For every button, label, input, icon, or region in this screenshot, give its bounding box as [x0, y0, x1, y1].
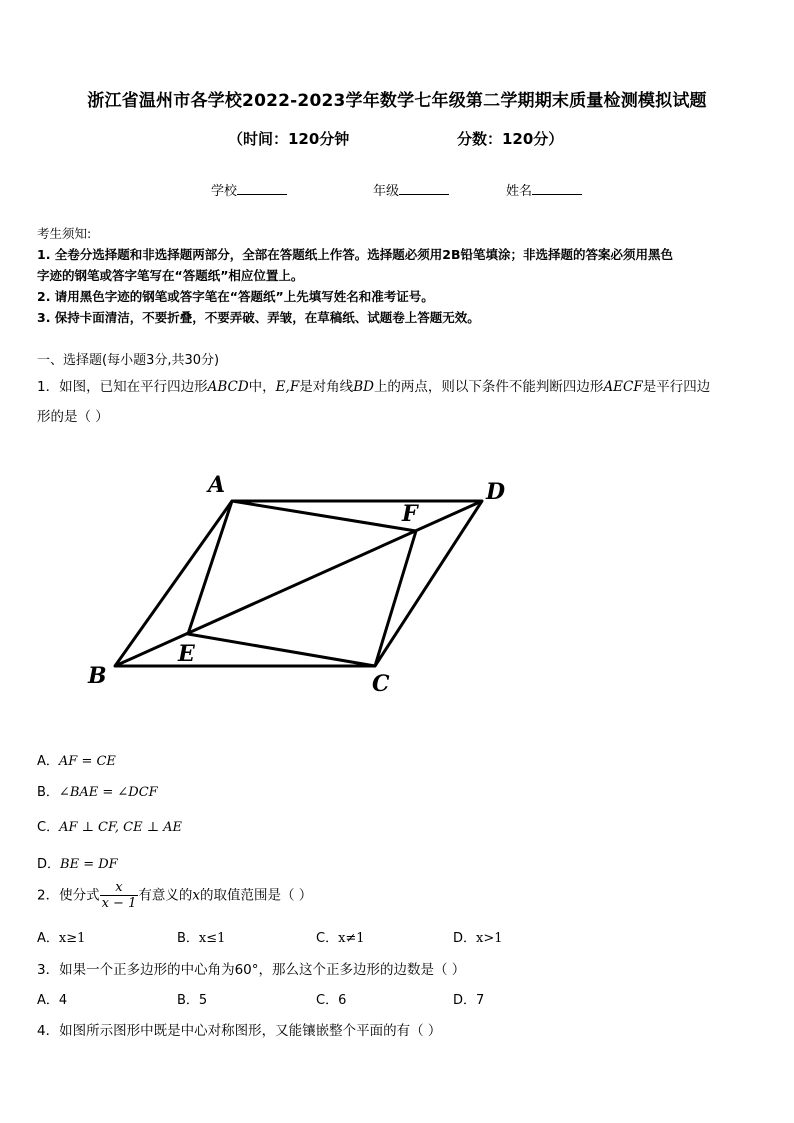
option-text: AF ⊥ CF, CE ⊥ AE	[59, 820, 182, 835]
option-text: x>1	[476, 931, 503, 946]
q2-text: 有意义的	[138, 887, 193, 904]
q1-option-d[interactable]	[37, 853, 118, 872]
notice-heading: 考生须知:	[37, 226, 92, 241]
option-key: B．	[177, 931, 199, 946]
school-blank[interactable]	[237, 181, 287, 195]
option-key: B．	[177, 993, 199, 1008]
option-key: A．	[37, 931, 59, 946]
question-1-line2: 形的是（ ）	[37, 409, 109, 425]
option-key: C．	[37, 820, 60, 835]
q1-text: 中，	[248, 379, 276, 395]
option-key: C．	[316, 931, 339, 946]
q1-option-c[interactable]	[37, 816, 182, 835]
option-text: ∠BAE = ∠DCF	[58, 785, 158, 800]
grade-blank[interactable]	[399, 181, 449, 195]
name-label: 姓名	[506, 184, 533, 199]
q1-text: 是平行四边	[642, 379, 711, 395]
question-1	[37, 375, 710, 395]
q2-option-a[interactable]	[37, 927, 85, 946]
name-blank[interactable]	[532, 181, 582, 195]
q3-option-c[interactable]	[316, 989, 346, 1008]
notice-line: 2. 请用黑色字迹的钢笔或答字笔在“答题纸”上先填写姓名和准考证号。	[37, 289, 434, 304]
school-label: 学校	[211, 184, 238, 199]
q1-math: AECF	[603, 379, 643, 395]
q3-option-b[interactable]	[177, 989, 207, 1008]
q2-option-d[interactable]	[453, 927, 503, 946]
q1-math: ABCD	[207, 379, 249, 395]
label-e: E	[178, 641, 195, 667]
q3-option-a[interactable]	[37, 989, 67, 1008]
fraction	[100, 880, 139, 911]
fraction-denominator: x − 1	[101, 896, 137, 911]
grade-field	[373, 180, 449, 199]
notice-line: 1. 全卷分选择题和非选择题两部分，全部在答题纸上作答。选择题必须用2B铅笔填涂；非选择题的答案必须用黑色	[37, 247, 674, 262]
q1-text: 1．如图，已知在平行四边形	[37, 379, 208, 395]
option-text: x≥1	[58, 931, 86, 946]
school-field	[211, 180, 287, 199]
q1-math: E,F	[275, 379, 300, 395]
q2-math: x	[192, 887, 200, 904]
option-key: A．	[37, 993, 59, 1008]
option-key: D．	[453, 993, 477, 1008]
option-text: x≤1	[198, 931, 226, 946]
notice-line: 3. 保持卡面清洁，不要折叠，不要弄破、弄皱，在草稿纸、试题卷上答题无效。	[37, 310, 480, 325]
question-3: 3．如果一个正多边形的中心角为60°，那么这个正多边形的边数是（ ）	[37, 962, 466, 978]
q1-text: 是对角线	[299, 379, 354, 395]
name-field	[506, 180, 582, 199]
grade-label: 年级	[373, 184, 400, 199]
fraction-numerator: x	[115, 880, 123, 895]
q2-text: 的取值范围是（ ）	[199, 887, 313, 904]
option-text: 7	[476, 993, 485, 1008]
q1-text: 上的两点，则以下条件不能判断四边形	[373, 379, 604, 395]
exam-time: （时间：120分钟	[228, 130, 350, 148]
q1-option-b[interactable]	[37, 781, 158, 800]
label-a: A	[208, 472, 226, 498]
option-key: D．	[453, 931, 477, 946]
label-c: C	[372, 671, 390, 697]
notice-line: 字迹的钢笔或答字笔写在“答题纸”相应位置上。	[37, 268, 304, 283]
parallelogram-figure	[80, 465, 520, 705]
option-text: BE = DF	[60, 857, 118, 872]
option-text: x≠1	[338, 931, 365, 946]
label-d: D	[486, 479, 506, 505]
option-key: D．	[37, 857, 61, 872]
question-4: 4．如图所示图形中既是中心对称图形，又能镶嵌整个平面的有（ ）	[37, 1023, 442, 1039]
q1-math: BD	[353, 379, 374, 395]
exam-score: 分数：120分）	[457, 130, 564, 148]
q2-option-c[interactable]	[316, 927, 365, 946]
option-key: C．	[316, 993, 339, 1008]
option-text: 4	[58, 993, 68, 1008]
q2-option-b[interactable]	[177, 927, 225, 946]
q3-option-d[interactable]	[453, 989, 484, 1008]
option-key: B．	[37, 785, 59, 800]
question-2	[37, 880, 312, 911]
option-key: A．	[37, 754, 59, 769]
section-heading: 一、选择题(每小题3分,共30分)	[37, 353, 220, 368]
label-f: F	[402, 501, 418, 527]
q2-text: 2．使分式	[37, 887, 100, 904]
option-text: AF = CE	[58, 754, 116, 769]
q1-option-a[interactable]	[37, 750, 116, 769]
label-b: B	[88, 663, 107, 689]
option-text: 5	[198, 993, 208, 1008]
option-text: 6	[338, 993, 347, 1008]
page-title: 浙江省温州市各学校2022-2023学年数学七年级第二学期期末质量检测模拟试题	[87, 91, 707, 111]
